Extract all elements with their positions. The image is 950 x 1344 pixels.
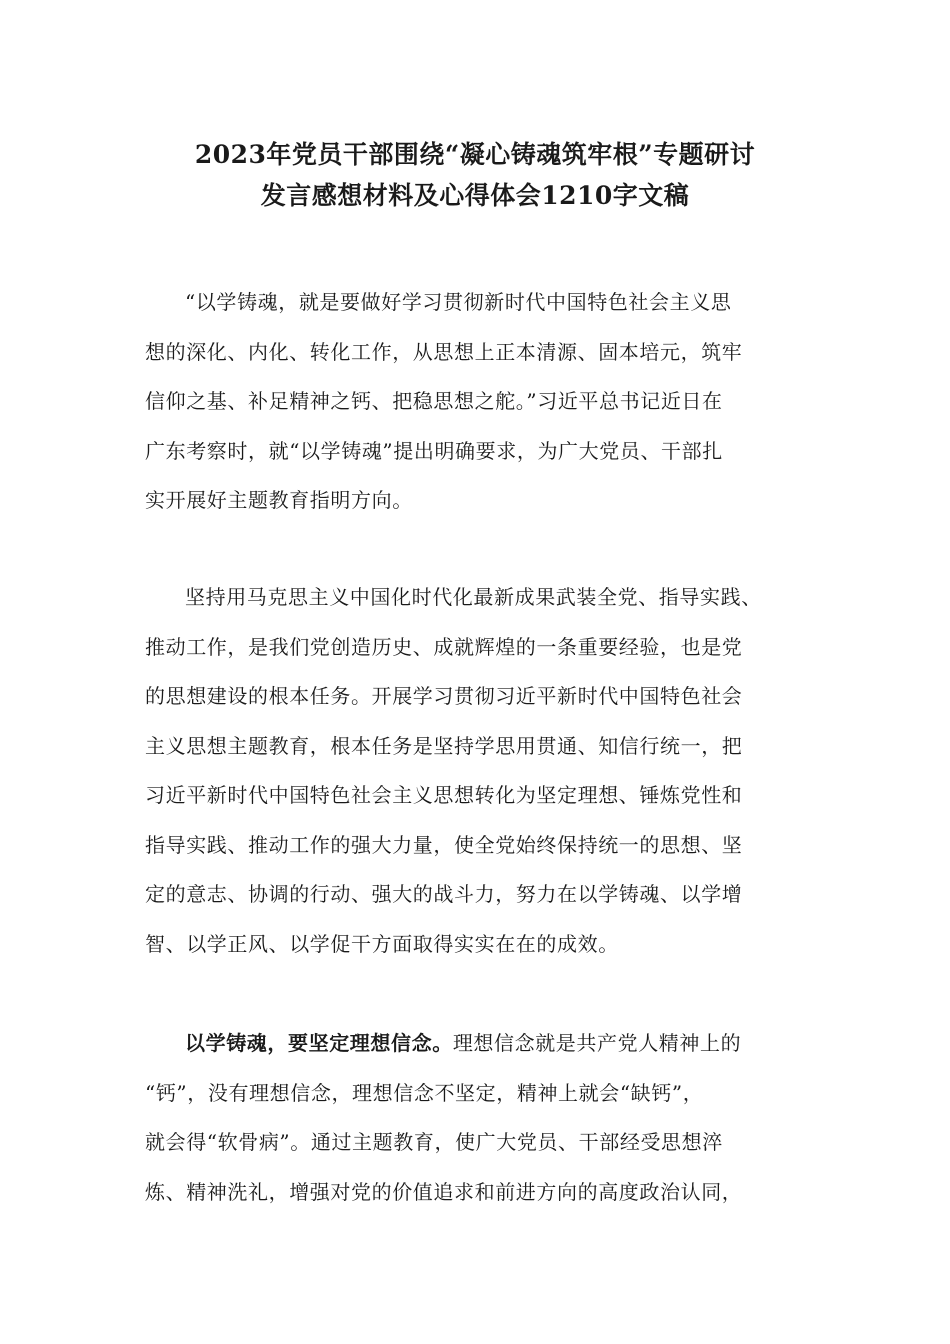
paragraph-line: 智、以学正风、以学促干方面取得实实在在的成效。 <box>145 931 619 956</box>
paragraph-line: 广东考察时，就“以学铸魂”提出明确要求，为广大党员、干部扎 <box>145 438 723 463</box>
paragraph-line: 推动工作，是我们党创造历史、成就辉煌的一条重要经验，也是党 <box>145 634 743 659</box>
paragraph-line: 的思想建设的根本任务。开展学习贯彻习近平新时代中国特色社会 <box>145 684 743 708</box>
paragraph-first-line <box>145 1019 810 1069</box>
paragraph-line: 坚持用马克思主义中国化时代化最新成果武装全党、指导实践、 <box>185 585 762 609</box>
paragraph-lead-rest: 理想信念就是共产党人精神上的 <box>452 1031 742 1055</box>
paragraph-line: “钙”，没有理想信念，理想信念不坚定，精神上就会“缺钙”， <box>145 1080 704 1105</box>
paragraph-line: 主义思想主题教育，根本任务是坚持学思用贯通、知信行统一，把 <box>145 733 743 758</box>
paragraph-2 <box>145 573 810 969</box>
paragraph-line: 习近平新时代中国特色社会主义思想转化为坚定理想、锤炼党性和 <box>145 783 743 807</box>
paragraph-line: “以学铸魂，就是要做好学习贯彻新时代中国特色社会主义思 <box>185 290 732 314</box>
title-line-2: 发言感想材料及心得体会1210字文稿 <box>260 181 690 210</box>
title-line-1: 2023年党员干部围绕“凝心铸魂筑牢根”专题研讨 <box>194 140 756 169</box>
document-title <box>120 134 830 216</box>
paragraph-line: 信仰之基、补足精神之钙、把稳思想之舵。”习近平总书记近日在 <box>145 389 723 413</box>
paragraph-line: 实开展好主题教育指明方向。 <box>145 488 413 512</box>
paragraph-1 <box>145 278 810 526</box>
paragraph-lead-bold: 以学铸魂，要坚定理想信念。 <box>185 1031 453 1055</box>
paragraph-3 <box>145 1019 810 1217</box>
paragraph-line: 定的意志、协调的行动、强大的战斗力，努力在以学铸魂、以学增 <box>145 882 743 906</box>
paragraph-line: 指导实践、推动工作的强大力量，使全党始终保持统一的思想、坚 <box>145 832 743 857</box>
paragraph-line: 炼、精神洗礼，增强对党的价值追求和前进方向的高度政治认同， <box>145 1179 743 1204</box>
paragraph-line: 就会得“软骨病”。通过主题教育，使广大党员、干部经受思想淬 <box>145 1130 723 1154</box>
paragraph-line: 想的深化、内化、转化工作，从思想上正本清源、固本培元，筑牢 <box>145 339 743 364</box>
